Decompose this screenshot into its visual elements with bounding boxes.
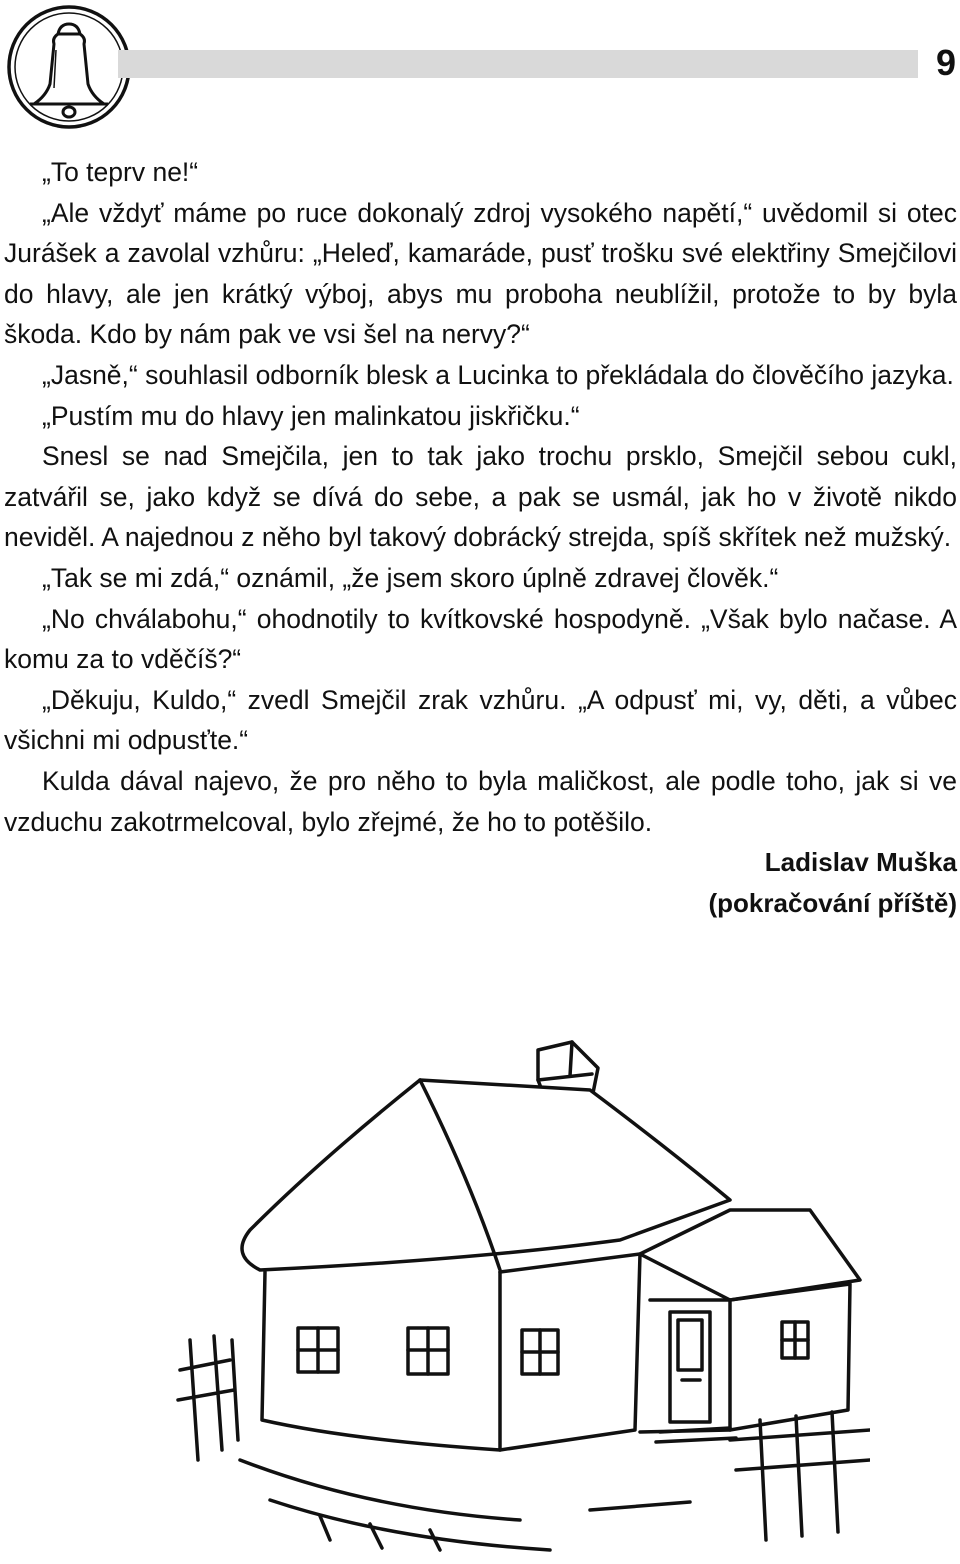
paragraph: „Tak se mi zdá,“ oznámil, „že jsem skoro úplně zdravej člověk.“ [42,562,779,593]
paragraph: „No chválabohu,“ ohodnotily to kvítkovské hospodyně. „Však bylo načase. A komu za to vděčíš?“ [4,603,957,675]
page-number: 9 [935,42,956,83]
cottage-drawing [170,1040,870,1560]
bell-icon [6,4,132,130]
author-name: Ladislav Muška [764,847,957,878]
paragraph: Kulda dával najevo, že pro něho to byla maličkost, ale podle toho, jak si ve vzduchu zakotrmelcoval, bylo zřejmé, že ho to potěšilo. [4,765,957,837]
paragraph: „Pustím mu do hlavy jen malinkatou jiskřičku.“ [42,400,580,431]
article-text [4,152,957,923]
paragraph: „Jasně,“ souhlasil odborník blesk a Lucinka to překládala do člověčího jazyka. [42,359,954,390]
paragraph: „To teprv ne!“ [42,157,199,187]
header-bar [118,50,918,78]
continuation-note: (pokračování příště) [708,887,957,918]
paragraph: „Děkuju, Kuldo,“ zvedl Smejčil zrak vzhůru. „A odpusť mi, vy, děti, a vůbec všichni mi odpusťte.“ [4,684,957,756]
page-header [0,0,960,130]
paragraph: „Ale vždyť máme po ruce dokonalý zdroj vysokého napětí,“ uvědomil si otec Jurášek a zavolal vzhůru: „Heleď, kamaráde, pusť trošku své elektřiny Smejčilovi do hlavy, ale jen krátký výboj, abys mu proboha neublížil, protože to by byla škoda. Kdo by nám pak ve vsi šel na nervy?“ [4,197,957,350]
paragraph: Snesl se nad Smejčila, jen to tak jako trochu prsklo, Smejčil sebou cukl, zatvářil se, jako když se dívá do sebe, a pak se usmál, jak ho v životě nikdo neviděl. A najednou z něho byl takový dobrácký strejda, spíš skřítek než mužský. [4,441,957,553]
